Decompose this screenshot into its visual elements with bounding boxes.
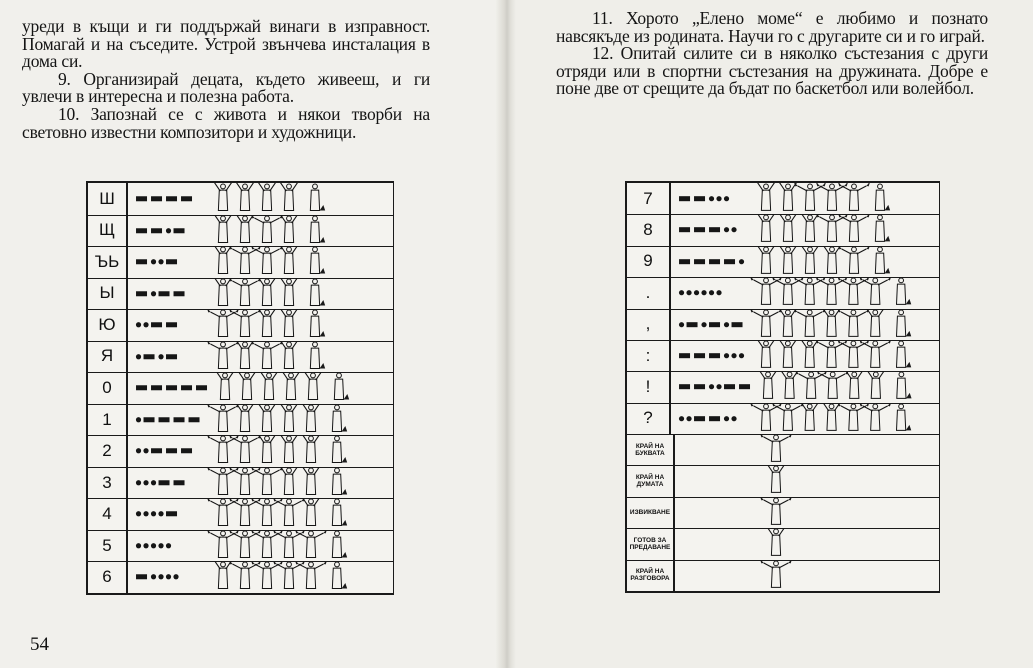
table-row [627, 371, 939, 403]
left-page-text [22, 18, 430, 141]
semaphore-figure-icon [821, 246, 843, 273]
morse-dash [136, 228, 147, 233]
code-area [671, 183, 939, 214]
semaphore-figure-icon [212, 278, 234, 306]
semaphore-figure-icon [896, 278, 911, 304]
morse-dot [151, 543, 156, 548]
semaphore-figure-icon [755, 340, 777, 367]
semaphore-figure-icon [799, 340, 821, 367]
code-area [128, 278, 393, 310]
morse-dash [136, 385, 147, 390]
morse-dash [189, 417, 200, 422]
semaphore-figure-icon [799, 246, 821, 273]
morse-dot [724, 227, 729, 232]
semaphore-figure-icon [310, 184, 325, 211]
semaphore-figure-icon [757, 371, 779, 398]
semaphore-figure-icon [212, 246, 234, 274]
code-area [128, 561, 393, 593]
morse-dash [196, 385, 207, 390]
semaphore-figure-icon [777, 340, 799, 367]
semaphore-figure-icon [760, 497, 793, 524]
code-area [671, 560, 939, 591]
morse-dot [151, 480, 156, 485]
table-row [627, 528, 939, 560]
code-area [671, 465, 939, 496]
semaphore-figure-icon [280, 372, 302, 400]
morse-dash [724, 384, 735, 389]
semaphore-figure-icon [278, 467, 300, 495]
table-row [627, 246, 939, 278]
morse-dot [686, 290, 691, 295]
code-area [128, 246, 393, 278]
morse-dot [716, 290, 721, 295]
table-row [88, 183, 393, 216]
morse-dash [166, 449, 177, 454]
morse-dot [709, 384, 714, 389]
semaphore-figure-icon [875, 215, 890, 241]
code-area [128, 435, 393, 467]
semaphore-figure-icon [896, 341, 911, 367]
semaphore-figure-icon [214, 372, 236, 400]
symbol-cell: 0 [88, 372, 128, 404]
semaphore-figure-icon [228, 278, 261, 306]
semaphore-figure-icon [793, 309, 826, 336]
morse-dash [144, 354, 155, 359]
semaphore-figure-icon [799, 214, 821, 241]
table-row [627, 277, 939, 309]
morse-dot [143, 480, 148, 485]
morse-dot [158, 543, 163, 548]
morse-dash [166, 322, 177, 327]
morse-dot [701, 322, 706, 327]
symbol-cell: ? [627, 403, 671, 434]
symbol-cell: 3 [88, 467, 128, 499]
semaphore-figure-icon [278, 278, 300, 306]
semaphore-figure-icon [250, 215, 283, 243]
semaphore-figure-icon [760, 434, 793, 461]
table-row [88, 341, 393, 374]
code-area [671, 403, 939, 434]
semaphore-figure-icon [278, 435, 300, 463]
table-row [88, 498, 393, 531]
code-area [128, 183, 393, 215]
semaphore-figure-icon [765, 465, 787, 492]
semaphore-figure-icon [750, 309, 783, 336]
semaphore-figure-icon [760, 560, 793, 587]
semaphore-figure-icon [875, 184, 890, 210]
morse-dash [709, 416, 720, 421]
semaphore-figure-icon [212, 561, 234, 589]
code-area [671, 528, 939, 559]
morse-dash [136, 291, 147, 296]
morse-dot [136, 322, 141, 327]
symbol-cell: Я [88, 341, 128, 373]
semaphore-table-left [86, 181, 394, 595]
symbol-cell: Ш [88, 183, 128, 215]
semaphore-figure-icon [256, 183, 278, 211]
semaphore-figure-icon [896, 310, 911, 336]
morse-dot [143, 543, 148, 548]
paragraph: 9. Организирай децата, където живееш, и ги увлечи в интересна и полезна работа. [22, 68, 430, 107]
code-area [671, 246, 939, 277]
morse-dash [679, 384, 690, 389]
semaphore-figure-icon [332, 562, 347, 589]
morse-dash [144, 417, 155, 422]
semaphore-figure-icon [278, 309, 300, 337]
semaphore-figure-icon [755, 183, 777, 210]
table-row [627, 465, 939, 497]
morse-dot [739, 353, 744, 358]
morse-dot [136, 354, 141, 359]
semaphore-figure-icon [843, 371, 865, 398]
table-row [627, 214, 939, 246]
morse-dash [739, 384, 750, 389]
morse-dot [731, 353, 736, 358]
morse-dash [709, 322, 720, 327]
semaphore-figure-icon [332, 499, 347, 526]
table-row [88, 215, 393, 248]
symbol-cell: 1 [88, 404, 128, 436]
code-area [128, 341, 393, 373]
morse-dot [143, 512, 148, 517]
morse-dot [166, 543, 171, 548]
book-gutter [496, 0, 516, 668]
symbol-cell: ГОТОВ ЗА ПРЕДАВАНЕ [627, 528, 675, 559]
semaphore-figure-icon [777, 214, 799, 241]
semaphore-figure-icon [250, 341, 283, 369]
semaphore-figure-icon [777, 246, 799, 273]
morse-dash [679, 259, 690, 264]
semaphore-figure-icon [332, 405, 347, 432]
morse-dot [701, 290, 706, 295]
table-row [627, 497, 939, 529]
semaphore-figure-icon [332, 531, 347, 558]
semaphore-figure-icon [234, 404, 256, 432]
symbol-cell: 8 [627, 214, 671, 245]
table-row [88, 561, 393, 593]
semaphore-figure-icon [755, 246, 777, 273]
morse-dash [174, 228, 185, 233]
morse-dash [687, 322, 698, 327]
morse-dash [136, 259, 147, 264]
morse-dot [166, 228, 171, 233]
semaphore-figure-icon [212, 183, 234, 211]
code-area [671, 371, 939, 402]
symbol-cell: 7 [627, 183, 671, 214]
morse-dash [159, 417, 170, 422]
morse-dot [136, 480, 141, 485]
symbol-cell: КРАЙ НА БУКВАТА [627, 434, 675, 465]
semaphore-figure-icon [332, 468, 347, 495]
semaphore-figure-icon [310, 247, 325, 274]
morse-dot [724, 196, 729, 201]
semaphore-figure-icon [897, 372, 912, 398]
page-number: 54 [30, 634, 49, 655]
table-row [627, 309, 939, 341]
morse-dash [694, 353, 705, 358]
symbol-cell: 9 [627, 246, 671, 277]
table-row [88, 467, 393, 500]
code-area [671, 340, 939, 371]
code-area [128, 530, 393, 562]
semaphore-figure-icon [755, 214, 777, 241]
table-row [627, 560, 939, 591]
morse-dash [694, 416, 705, 421]
morse-dash [151, 228, 162, 233]
semaphore-figure-icon [332, 436, 347, 463]
morse-dot [136, 512, 141, 517]
symbol-cell: Ю [88, 309, 128, 341]
semaphore-figure-icon [278, 404, 300, 432]
morse-dash [679, 196, 690, 201]
semaphore-figure-icon [234, 215, 256, 243]
symbol-cell: 4 [88, 498, 128, 530]
morse-dot [724, 416, 729, 421]
semaphore-figure-icon [820, 309, 842, 336]
semaphore-figure-icon [234, 183, 256, 211]
morse-dash [174, 291, 185, 296]
morse-dash [694, 259, 705, 264]
semaphore-figure-icon [256, 309, 278, 337]
semaphore-figure-icon [300, 498, 322, 526]
code-area [671, 434, 939, 465]
semaphore-figure-icon [896, 404, 911, 430]
semaphore-figure-icon [777, 309, 799, 336]
symbol-cell: ИЗВИКВАНЕ [627, 497, 675, 528]
semaphore-figure-icon [206, 404, 239, 432]
morse-dot [731, 227, 736, 232]
morse-dot [158, 259, 163, 264]
semaphore-figure-icon [838, 246, 871, 273]
table-row [627, 340, 939, 372]
morse-dash [709, 353, 720, 358]
morse-dot [694, 290, 699, 295]
semaphore-table-right [625, 181, 940, 593]
morse-dash [679, 228, 690, 233]
symbol-cell: 2 [88, 435, 128, 467]
morse-dash [174, 480, 185, 485]
morse-dot [739, 259, 744, 264]
code-area [128, 404, 393, 436]
paragraph: 11. Хорото „Елено моме“ е любимо и познато навсякъде из родината. Научи го с другарите си и го играй. [556, 8, 988, 46]
semaphore-figure-icon [234, 341, 256, 369]
paragraph: 12. Опитай силите си в няколко състезания с други отряди или в спортни състезания на дружината. Добре е поне две от срещите да бъдат по баскетбол или волейбол. [556, 43, 988, 99]
code-area [128, 498, 393, 530]
semaphore-figure-icon [875, 247, 890, 273]
morse-dot [166, 575, 171, 580]
symbol-cell: Ы [88, 278, 128, 310]
morse-dash [694, 228, 705, 233]
table-row [88, 435, 393, 468]
semaphore-figure-icon [334, 373, 349, 400]
morse-dash [166, 354, 177, 359]
semaphore-figure-icon [212, 215, 234, 243]
morse-dot [731, 416, 736, 421]
semaphore-figure-icon [256, 278, 278, 306]
semaphore-figure-icon [278, 341, 300, 369]
morse-dot [173, 575, 178, 580]
table-row [88, 404, 393, 437]
morse-dash [136, 196, 147, 201]
semaphore-figure-icon [278, 215, 300, 243]
morse-dash [166, 385, 177, 390]
morse-dot [143, 322, 148, 327]
morse-dash [181, 449, 192, 454]
morse-dot [158, 354, 163, 359]
morse-dot [724, 353, 729, 358]
code-area [671, 497, 939, 528]
symbol-cell: КРАЙ НА РАЗГОВОРА [627, 560, 675, 591]
morse-dash [166, 196, 177, 201]
semaphore-figure-icon [300, 404, 322, 432]
morse-dot [158, 575, 163, 580]
semaphore-figure-icon [779, 371, 801, 398]
table-row [88, 246, 393, 279]
morse-dot [679, 290, 684, 295]
code-area [671, 214, 939, 245]
morse-dot [136, 417, 141, 422]
semaphore-figure-icon [300, 435, 322, 463]
semaphore-figure-icon [236, 372, 258, 400]
code-area [128, 372, 393, 404]
symbol-cell: , [627, 309, 671, 340]
table-row [627, 403, 939, 435]
code-area [671, 277, 939, 308]
morse-dash [181, 196, 192, 201]
morse-dot [709, 290, 714, 295]
morse-dash [694, 196, 705, 201]
symbol-cell: 5 [88, 530, 128, 562]
code-area [128, 309, 393, 341]
morse-dot [709, 196, 714, 201]
morse-dash [732, 322, 743, 327]
semaphore-figure-icon [799, 403, 821, 430]
morse-dash [709, 228, 720, 233]
morse-dash [151, 196, 162, 201]
morse-dash [166, 512, 177, 517]
morse-dash [174, 417, 185, 422]
semaphore-figure-icon [864, 309, 886, 336]
semaphore-figure-icon [310, 310, 325, 337]
semaphore-figure-icon [777, 183, 799, 210]
table-row [627, 183, 939, 215]
right-page-text [556, 10, 988, 98]
morse-dot [679, 322, 684, 327]
semaphore-figure-icon [258, 372, 280, 400]
morse-dash [166, 259, 177, 264]
morse-dash [159, 291, 170, 296]
morse-dot [724, 322, 729, 327]
morse-dot [151, 259, 156, 264]
symbol-cell: Щ [88, 215, 128, 247]
table-row [88, 309, 393, 342]
morse-dash [181, 385, 192, 390]
morse-dot [679, 416, 684, 421]
semaphore-figure-icon [865, 371, 887, 398]
morse-dash [151, 385, 162, 390]
paragraph: 10. Запознай се с живота и някои творби на световно известни композитори и художници. [22, 103, 430, 142]
semaphore-figure-icon [820, 403, 842, 430]
semaphore-figure-icon [206, 341, 239, 369]
semaphore-figure-icon [278, 183, 300, 211]
semaphore-figure-icon [310, 342, 325, 369]
symbol-cell: КРАЙ НА ДУМАТА [627, 465, 675, 496]
morse-dash [136, 575, 147, 580]
semaphore-figure-icon [837, 309, 870, 336]
semaphore-figure-icon [278, 246, 300, 274]
table-row [88, 372, 393, 405]
semaphore-figure-icon [300, 467, 322, 495]
paragraph: уреди в къщи и ги поддържай винаги в изправност. Помагай и на съседите. Устрой звънчева инсталация в дома си. [22, 16, 430, 72]
morse-dot [151, 512, 156, 517]
morse-dash [709, 259, 720, 264]
semaphore-figure-icon [302, 372, 324, 400]
semaphore-figure-icon [256, 435, 278, 463]
morse-dot [136, 543, 141, 548]
morse-dot [136, 448, 141, 453]
table-row [88, 530, 393, 563]
morse-dot [716, 384, 721, 389]
code-area [128, 467, 393, 499]
symbol-cell: : [627, 340, 671, 371]
table-row [88, 278, 393, 311]
semaphore-figure-icon [256, 404, 278, 432]
morse-dash [151, 449, 162, 454]
symbol-cell: ЪЬ [88, 246, 128, 278]
symbol-cell: 6 [88, 561, 128, 593]
morse-dash [151, 322, 162, 327]
semaphore-figure-icon [765, 528, 787, 555]
table-row [627, 434, 939, 466]
morse-dash [724, 259, 735, 264]
code-area [128, 215, 393, 247]
morse-dash [159, 480, 170, 485]
semaphore-figure-icon [310, 216, 325, 243]
code-area [671, 309, 939, 340]
morse-dot [143, 448, 148, 453]
morse-dot [716, 196, 721, 201]
semaphore-figure-icon [310, 279, 325, 306]
morse-dot [158, 512, 163, 517]
morse-dot [151, 291, 156, 296]
morse-dash [679, 353, 690, 358]
morse-dot [151, 575, 156, 580]
morse-dash [694, 384, 705, 389]
symbol-cell: . [627, 277, 671, 308]
morse-dot [686, 416, 691, 421]
symbol-cell: ! [627, 371, 671, 402]
